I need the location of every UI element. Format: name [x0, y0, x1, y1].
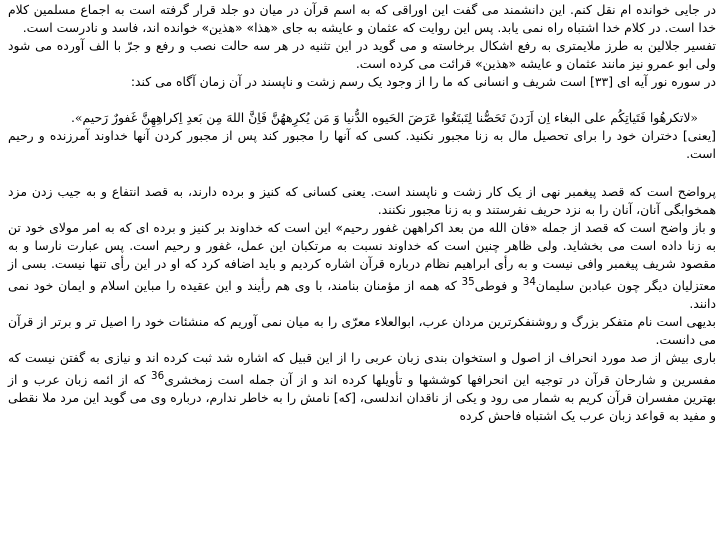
- paragraph-8-text: باری بیش از صد مورد انحراف از اصول و استخوان بندی زبان عربی را از این قبیل که اشاره شد ثبت کرده اند و نیازی به گفتن نیست که مفسرین و شارحان قرآن در توجیه این انحرافها کوششها و تأویلها کرده اند و از آن جمله است زمخشری: [8, 350, 716, 388]
- paragraph-6-text: و فوطی: [474, 278, 523, 294]
- paragraph-8-text: که از ائمه زبان عرب و از بهترین مفسران قرآن کریم به شمار می رود و یکی از ناقدان اندلسی، [که] نامش را به خاطر ندارم، درباره وی می گوید این مرد ملا نقطی و مفید به قواعد زبان عرب یک اشتباه فاحش کرده: [8, 372, 716, 424]
- footnote-35: 35: [461, 276, 475, 288]
- blank-line: [8, 91, 716, 109]
- paragraph-7: بدیهی است نام متفکر بزرگ و روشنفکرترین مردان عرب، ابوالعلاء معرّی را به میان نمی آوریم که منشئات خود را اصیل تر و برتر از قرآن می دانست.: [8, 314, 716, 348]
- verse-translation: [یعنی] دختران خود را برای تحصیل مال به زنا مجبور نکنید. کسی که آنها را مجبور کند پس از مجبور کردن آنها خداوند آمرزنده و رحیم است.: [8, 128, 716, 161]
- paragraph-6: [8, 219, 716, 313]
- paragraph-1: در جایی خوانده ام نقل کنم. این دانشمند می گفت این اوراقی که به اسم قرآن در میان دو جلد قرار گرفته است به اجماع مسلمین کلام خدا است. در کلام خدا اشتباه راه نمی یابد. پس این روایت که عثمان و عایشه به جای «هذا» «هذین» خوانده اند، فاسد و نادرست است.: [8, 2, 716, 35]
- paragraph-8: [8, 349, 716, 425]
- footnote-36: 36: [151, 370, 165, 383]
- paragraph-5: پرواضح است که قصد پیغمبر نهی از یک کار زشت و ناپسند است. یعنی کسانی که کنیز و برده دارند، به قصد انتفاع و به جیب زدن مزد همخوابگی آنان، آنان را به نزد حریف نفرستند و به زنا مجبور نکنند.: [8, 184, 716, 217]
- paragraph-6-text: و باز واضح است که قصد از جمله «فان الله من بعد اکراههن غفور رحیم» این است که خداوند بر کنیز و برده ای که به امر مولای خود تن به زنا داده است می بخشاید. ولی ظاهر چنین است که خداوند نسبت به مرتکبان این عمل، غفور و رحیم است. پس عبارت نارسا و به مقصود شریف پیغمبر وافی نیست و به رأی ابراهیم نظام درباره قرآن اشاره کردیم و باید اضافه کرد که او در این رأی تنها نیست. بسی از معتزلیان دیگر چون عبادبن سلیمان: [8, 220, 716, 294]
- quran-verse: «لاتکرهُوا فَتَیاتِکُم علی البغاء اِن اَرَدنَ تَحَصُّنا لِتَبتَغُوا عَرَضَ الحَیوه الدُّنیا وَ مَن یُکرِههُنَّ فَاِنَّ اللهَ مِن بَعدِ اِکراهِهِنَّ غَفورٌ رَحیم».: [70, 110, 698, 125]
- paragraph-3: در سوره نور آیه ای [۳۳] است شریف و انسانی که ما را از وجود یک رسم زشت و ناپسند در آن زمان آگاه می کند:: [130, 74, 716, 89]
- paragraph-6-text: که همه از مؤمنان بنامند، با وی هم رأیند و این عقیده را مباین اسلام و ایمان خود نمی دانند.: [8, 278, 716, 312]
- footnote-34: 34: [522, 276, 536, 288]
- paragraph-2: تفسیر جلالین به طرز ملایمتری به رفع اشکال برخاسته و می گوید در این تثنیه در هر سه حالت نصب و رفع و جرّ با الف آورده می شود ولی ابو عمرو نیز مانند عثمان و عایشه «هذین» قرائت می کرده است.: [8, 38, 716, 71]
- blank-line: [8, 163, 716, 183]
